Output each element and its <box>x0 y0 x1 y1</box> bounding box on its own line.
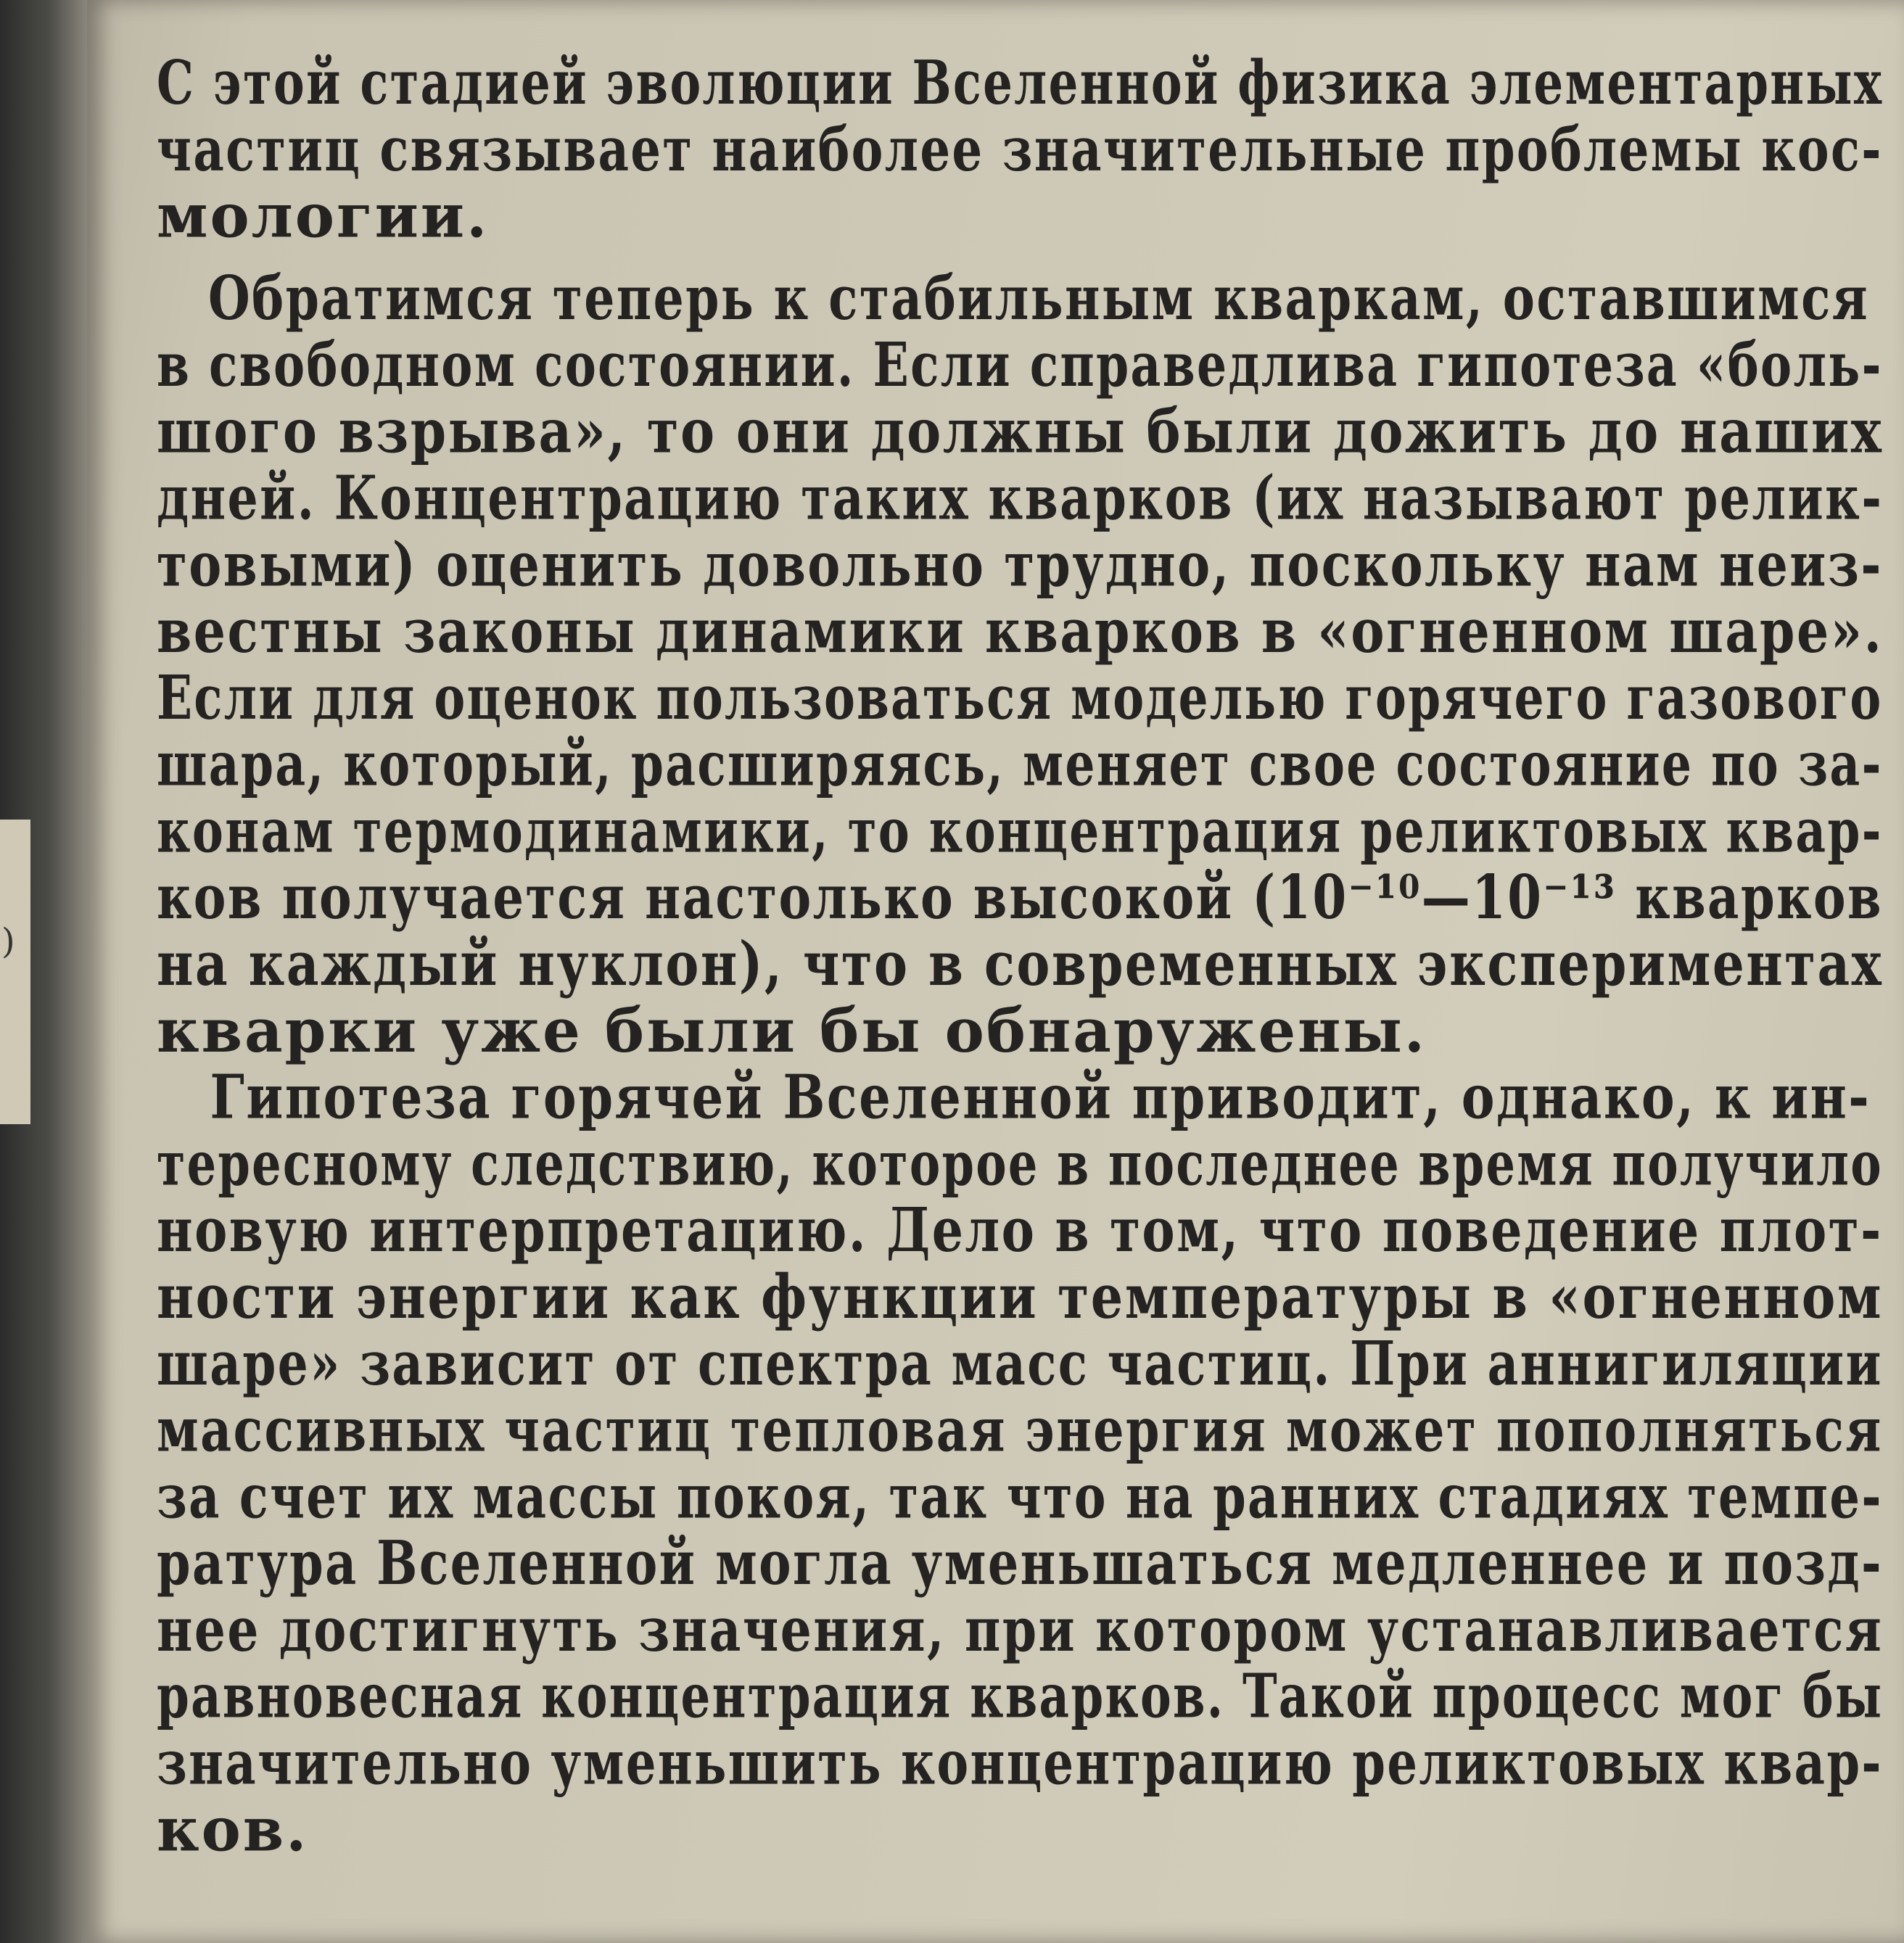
text-line: новую интерпретацию. Дело в том, что поведение плот- <box>157 1195 1883 1266</box>
text-line: на каждый нуклон), что в современных экспериментах <box>157 928 1884 999</box>
text-line: значительно уменьшить концентрацию реликтовых квар- <box>157 1727 1883 1799</box>
text-line: дней. Концентрацию таких кварков (их называют релик- <box>157 462 1884 534</box>
text-line: товыми) оценить довольно трудно, поскольку нам неиз- <box>157 529 1883 601</box>
text-line: шара, который, расширяясь, меняет свое состояние по за- <box>157 728 1883 800</box>
text-line: шого взрыва», то они должны были дожить до наших <box>157 395 1884 467</box>
paragraph-start-line: Гипотеза горячей Вселенной приводит, однако, к ин- <box>210 1061 1871 1133</box>
text-line: ков получается настолько высокой (10⁻¹⁰—10⁻¹³ кварков <box>157 862 1883 933</box>
text-line: равновесная концентрация кварков. Такой процесс мог бы <box>157 1660 1884 1732</box>
neighbor-page-glyph: ) <box>1 921 15 962</box>
text-line: С этой стадией эволюции Вселенной физика элементарных <box>157 47 1884 118</box>
text-line: массивных частиц тепловая энергия может пополняться <box>157 1394 1883 1466</box>
paragraph-start-line: Обратимся теперь к стабильным кваркам, оставшимся <box>207 263 1870 334</box>
neighbor-page-edge <box>0 0 87 1943</box>
text-line: нее достигнуть значения, при котором устанавливается <box>157 1593 1884 1665</box>
page-text <box>157 47 1904 1865</box>
text-line: конам термодинамики, то концентрация реликтовых квар- <box>157 795 1883 867</box>
text-line: частиц связывает наиболее значительные проблемы кос- <box>157 113 1883 185</box>
text-line: кварки уже были бы обнаружены. <box>157 994 1427 1066</box>
text-line: ности энергии как функции температуры в «огненном <box>157 1261 1884 1332</box>
text-line: Если для оценок пользоваться моделью горячего газового <box>157 661 1883 733</box>
text-line: за счет их массы покоя, так что на ранних стадиях темпе- <box>157 1461 1883 1532</box>
text-line: шаре» зависит от спектра масс частиц. При аннигиляции <box>157 1327 1883 1399</box>
neighbor-page-fragment <box>0 820 30 1124</box>
text-line: в свободном состоянии. Если справедлива гипотеза «боль- <box>157 329 1883 400</box>
text-line: мологии. <box>157 180 490 252</box>
text-line: вестны законы динамики кварков в «огненном шаре». <box>157 595 1884 667</box>
text-line: ратура Вселенной могла уменьшаться медленнее и позд- <box>157 1527 1884 1598</box>
book-page <box>87 0 1904 1943</box>
text-line: тересному следствию, которое в последнее время получило <box>157 1128 1883 1200</box>
text-line: ков. <box>157 1794 309 1865</box>
